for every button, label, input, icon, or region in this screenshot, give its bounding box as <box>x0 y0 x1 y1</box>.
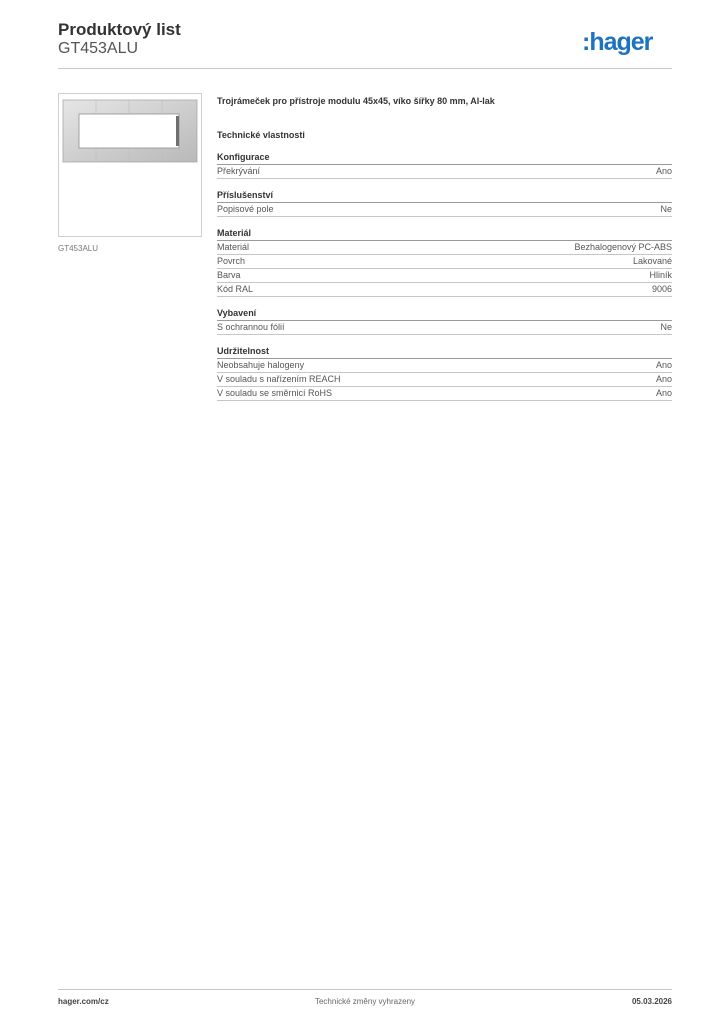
page-title: Produktový list <box>58 20 181 39</box>
property-groups <box>217 152 672 401</box>
group-title: Vybavení <box>217 308 672 321</box>
property-label: Neobsahuje halogeny <box>217 360 305 370</box>
property-value: Ano <box>655 388 672 398</box>
product-image <box>58 93 202 237</box>
property-label: Povrch <box>217 256 246 266</box>
property-label: V souladu s nařízením REACH <box>217 374 341 384</box>
footer-website: hager.com/cz <box>58 997 109 1006</box>
property-value: Ne <box>660 204 672 214</box>
property-label: Popisové pole <box>217 204 274 214</box>
property-label: S ochrannou fólií <box>217 322 285 332</box>
property-row <box>217 373 672 387</box>
hager-logo <box>582 28 672 56</box>
property-label: Materiál <box>217 242 250 252</box>
header-divider <box>58 68 672 69</box>
product-code: GT453ALU <box>58 40 139 57</box>
property-value: Ano <box>655 360 672 370</box>
image-caption: GT453ALU <box>58 244 99 253</box>
property-row <box>217 359 672 373</box>
group-title: Udržitelnost <box>217 346 672 359</box>
property-row <box>217 283 672 297</box>
group-title: Konfigurace <box>217 152 672 165</box>
property-value: Ano <box>655 374 672 384</box>
property-row <box>217 255 672 269</box>
property-value: Bezhalogenový PC-ABS <box>574 242 672 252</box>
property-group <box>217 308 672 335</box>
property-row <box>217 269 672 283</box>
property-row <box>217 387 672 401</box>
property-label: V souladu se směrnicí RoHS <box>217 388 333 398</box>
property-row <box>217 165 672 179</box>
footer-notice: Technické změny vyhrazeny <box>314 997 416 1006</box>
property-label: Kód RAL <box>217 284 254 294</box>
property-group <box>217 228 672 297</box>
logo-text: :hager <box>582 28 653 56</box>
group-title: Materiál <box>217 228 672 241</box>
product-details <box>217 95 672 401</box>
property-value: Ano <box>655 166 672 176</box>
product-description: Trojrámeček pro přístroje modulu 45x45, víko šířky 80 mm, Al-lak <box>217 96 495 106</box>
property-value: Ne <box>660 322 672 332</box>
property-label: Barva <box>217 270 241 280</box>
property-value: Lakované <box>632 256 672 266</box>
aluminium-triple-frame-image <box>59 94 201 236</box>
property-value: 9006 <box>651 284 672 294</box>
tech-properties-heading: Technické vlastnosti <box>217 130 305 140</box>
property-group <box>217 190 672 217</box>
property-group <box>217 346 672 401</box>
property-row <box>217 321 672 335</box>
property-value: Hliník <box>649 270 672 280</box>
property-label: Překrývání <box>217 166 261 176</box>
group-title: Příslušenství <box>217 190 672 203</box>
property-row <box>217 203 672 217</box>
property-row <box>217 241 672 255</box>
footer-date: 05.03.2026 <box>631 997 672 1006</box>
footer-divider <box>58 989 672 990</box>
page-header <box>58 20 672 58</box>
property-group <box>217 152 672 179</box>
